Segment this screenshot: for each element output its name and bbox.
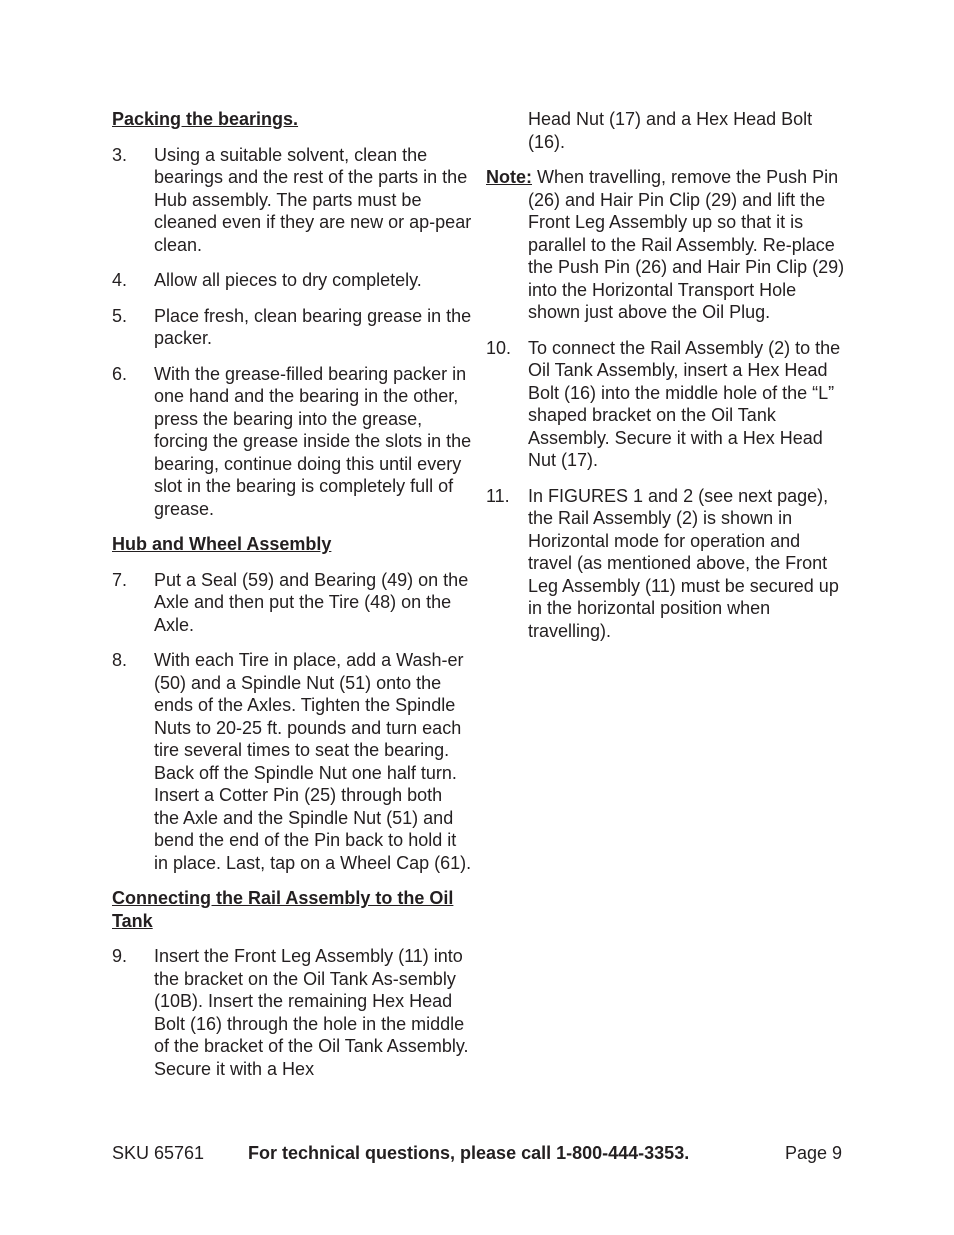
step-text: In FIGURES 1 and 2 (see next page), the Rail Assembly (2) is shown in Horizontal mode for operation and travel (as mentioned above, the Front Leg Assembly (11) must be secured up in the horizontal position when travelling). xyxy=(528,485,839,641)
step-number: 6. xyxy=(112,363,128,384)
footer-technical-support-line: For technical questions, please call 1-800-444-3353. xyxy=(248,1143,690,1163)
note-text: When travelling, remove the Push Pin (26) and Hair Pin Clip (29) and lift the Front Leg Assembly up so that it is parallel to the Rail Assembly. Re-place the Push Pin (26) and Hair Pin Clip (29) into the Horizontal Transport Hole shown just above the Oil Plug. xyxy=(528,167,845,322)
step-number: 3. xyxy=(112,144,128,165)
step-text: Using a suitable solvent, clean the bearings and the rest of the parts in the Hub assembly. The parts must be cleaned even if they are new or ap-pear clean. xyxy=(154,144,472,255)
step-number: 7. xyxy=(112,569,128,590)
step-number: 8. xyxy=(112,650,128,670)
step-number: 10. xyxy=(486,337,512,358)
step-text: Insert the Front Leg Assembly (11) into the bracket on the Oil Tank As-sembly (10B). Insert the remaining Hex Head Bolt (16) through the hole in the middle of the bracket of the Oil Tank Assembly. Secure it with a Hex xyxy=(154,946,469,1079)
step-9 xyxy=(112,945,472,1080)
step-text: To connect the Rail Assembly (2) to the Oil Tank Assembly, insert a Hex Head Bolt (16) into the middle hole of the “L” shaped bracket on the Oil Tank Assembly. Secure it with a Hex Head Nut (17). xyxy=(528,337,841,470)
section-heading-packing-bearings: Packing the bearings. xyxy=(112,109,299,129)
step-number: 5. xyxy=(112,305,128,326)
note-label: Note: xyxy=(486,167,532,187)
step-text: Allow all pieces to dry completely. xyxy=(154,270,422,290)
step-text: With the grease-filled bearing packer in one hand and the bearing in the other, press the bearing into the grease, forcing the grease inside the slots in the bearing, continue doing this until every slot in the bearing is completely full of grease. xyxy=(154,363,472,519)
step-3 xyxy=(112,144,472,257)
step-7 xyxy=(112,569,472,637)
page-footer xyxy=(112,1141,842,1165)
step-10 xyxy=(486,337,846,472)
section-heading-hub-wheel-assembly: Hub and Wheel Assembly xyxy=(112,534,332,554)
step-text: Put a Seal (59) and Bearing (49) on the Axle and then put the Tire (48) on the Axle. xyxy=(154,569,469,635)
step-number: 9. xyxy=(112,946,128,966)
step-number: 4. xyxy=(112,270,128,290)
footer-sku: SKU 65761 xyxy=(112,1143,205,1163)
step-text: With each Tire in place, add a Wash-er (50) and a Spindle Nut (51) onto the ends of the Axles. Tighten the Spindle Nuts to 20-25 ft. pounds and turn each tire several times to seat the bearing. Back off the Spindle Nut one half turn. Insert a Cotter Pin (25) through both the Axle and the Spindle Nut (51) and bend the end of the Pin back to hold it in place. Last, tap on a Wheel Cap (61). xyxy=(154,650,472,873)
step-11 xyxy=(486,485,846,643)
step-5 xyxy=(112,305,472,350)
left-column xyxy=(112,108,472,1093)
section-heading-connecting-rail-assembly: Connecting the Rail Assembly to the Oil Tank xyxy=(112,888,454,931)
step-4 xyxy=(112,269,472,292)
step-number: 11. xyxy=(486,485,510,506)
step-6 xyxy=(112,363,472,521)
footer-page-number: Page 9 xyxy=(784,1143,842,1163)
step-text: Place fresh, clean bearing grease in the packer. xyxy=(154,305,472,348)
step-9-continued-text: Head Nut (17) and a Hex Head Bolt (16). xyxy=(528,109,813,152)
right-column xyxy=(486,108,846,655)
step-8 xyxy=(112,649,472,874)
travel-note xyxy=(486,166,846,324)
